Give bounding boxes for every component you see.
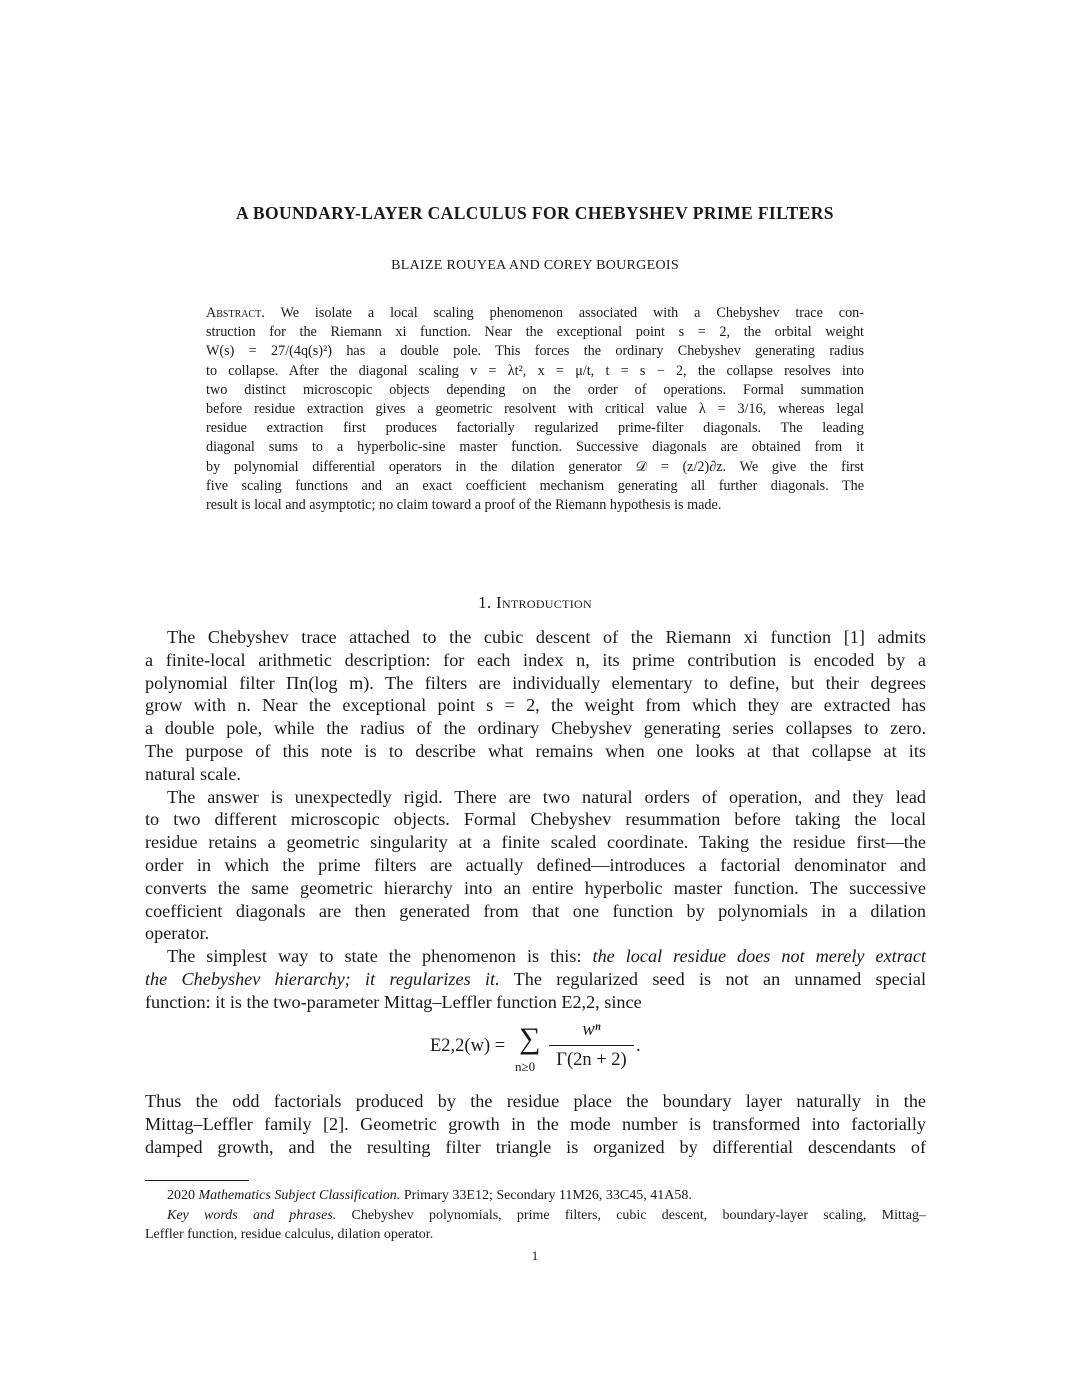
section-title: Introduction [496,593,592,612]
paragraph-line: The answer is unexpectedly rigid. There are two natural orders of operation, and they lead [167,786,926,807]
abstract-line: to collapse. After the diagonal scaling v = λt², x = μ/t, t = s − 2, the collapse resolves into [206,362,864,379]
paragraph-line: converts the same geometric hierarchy into an entire hyperbolic master function. The successive [145,877,926,898]
paragraph-line: the Chebyshev hierarchy; it regularizes it. The regularized seed is not an unnamed special [145,968,926,989]
paragraph-line: a double pole, while the radius of the ordinary Chebyshev generating series collapses to zero. [145,718,926,739]
abstract-line: W(s) = 27/(4q(s)²) has a double pole. This forces the ordinary Chebyshev generating radius [206,343,864,360]
display-equation [0,1018,1070,1080]
footnote-keywords: Key words and phrases. Chebyshev polynomials, prime filters, cubic descent, boundary-layer scaling, Mittag– [167,1207,926,1223]
abstract-line: struction for the Riemann xi function. Near the exceptional point s = 2, the orbital weight [206,324,864,341]
paragraph-line: polynomial filter Πn(log m). The filters are individually elementary to define, but their degrees [145,672,926,693]
section-number: 1. [478,593,492,612]
fraction-numerator: wⁿ [582,1020,601,1040]
paragraph-line: grow with n. Near the exceptional point s = 2, the weight from which they are extracted has [145,695,926,716]
page-number: 1 [531,1248,539,1263]
summation-symbol: ∑ [519,1022,541,1055]
footnote-keywords-cont: Leffler function, residue calculus, dilation operator. [145,1227,434,1242]
abstract-line: before residue extraction gives a geometric resolvent with critical value λ = 3/16, whereas legal [206,400,864,417]
paragraph-line: The Chebyshev trace attached to the cubic descent of the Riemann xi function [1] admits [167,627,926,647]
abstract-line: Abstract. We isolate a local scaling phenomenon associated with a Chebyshev trace con- [206,305,864,321]
paragraph-line: The simplest way to state the phenomenon is this: the local residue does not merely extract [167,946,926,967]
paragraph-line: function: it is the two-parameter Mittag–Leffler function E2,2, since [145,991,642,1012]
footnote-msc: 2020 Mathematics Subject Classification. Primary 33E12; Secondary 11M26, 33C45, 41A58. [167,1188,692,1203]
abstract-line: diagonal sums to a hyperbolic-sine master function. Successive diagonals are obtained from it [206,439,864,456]
paragraph-line: to two different microscopic objects. Formal Chebyshev resummation before taking the local [145,809,926,830]
emphasis-text: the local residue does not merely extract [592,946,926,967]
abstract-line: by polynomial differential operators in the dilation generator 𝒟 = (z/2)∂z. We give the first [206,458,864,475]
paragraph-line: The purpose of this note is to describe what remains when one looks at that collapse at its [145,740,926,761]
abstract [206,304,864,515]
fraction-bar [549,1045,634,1046]
paragraph-line: coefficient diagonals are then generated from that one function by polynomials in a dilation [145,900,926,921]
abstract-line: five scaling functions and an exact coefficient mechanism generating all further diagonals. The [206,477,864,494]
equation-lhs: E2,2(w) = [430,1036,506,1056]
body-text [145,626,926,1014]
summation-index: n≥0 [515,1059,536,1074]
paragraph-line: order in which the prime filters are actually defined—introduces a factorial denominator and [145,854,926,875]
section-heading [0,593,1070,613]
abstract-line: residue extraction first produces factorially regularized prime-filter diagonals. The leading [206,420,864,437]
emphasis-text: the Chebyshev hierarchy; it regularizes it. [145,968,500,989]
paragraph-line: natural scale. [145,763,241,784]
footnote-rule [145,1180,249,1181]
abstract-label: Abstract. [206,305,265,321]
footnotes [145,1186,926,1245]
paragraph-line: Thus the odd factorials produced by the residue place the boundary layer naturally in the [145,1091,926,1111]
body-text-continued [145,1090,926,1158]
abstract-line: result is local and asymptotic; no claim toward a proof of the Riemann hypothesis is made. [206,496,722,513]
paragraph-line: operator. [145,923,210,944]
paragraph-line: a finite-local arithmetic description: for each index n, its prime contribution is encoded by a [145,649,926,670]
abstract-line: two distinct microscopic objects depending on the order of operations. Formal summation [206,381,864,398]
paragraph-line: residue retains a geometric singularity at a finite scaled coordinate. Taking the residue first—the [145,832,926,853]
paragraph-line: damped growth, and the resulting filter triangle is organized by differential descendants of [145,1136,926,1157]
paper-title: A BOUNDARY-LAYER CALCULUS FOR CHEBYSHEV PRIME FILTERS [236,203,834,223]
equation-period: . [636,1036,641,1056]
fraction-denominator: Γ(2n + 2) [556,1050,627,1070]
paper-authors: BLAIZE ROUYEA AND COREY BOURGEOIS [391,258,679,273]
paragraph-line: Mittag–Leffler family [2]. Geometric growth in the mode number is transformed into factorially [145,1113,926,1134]
